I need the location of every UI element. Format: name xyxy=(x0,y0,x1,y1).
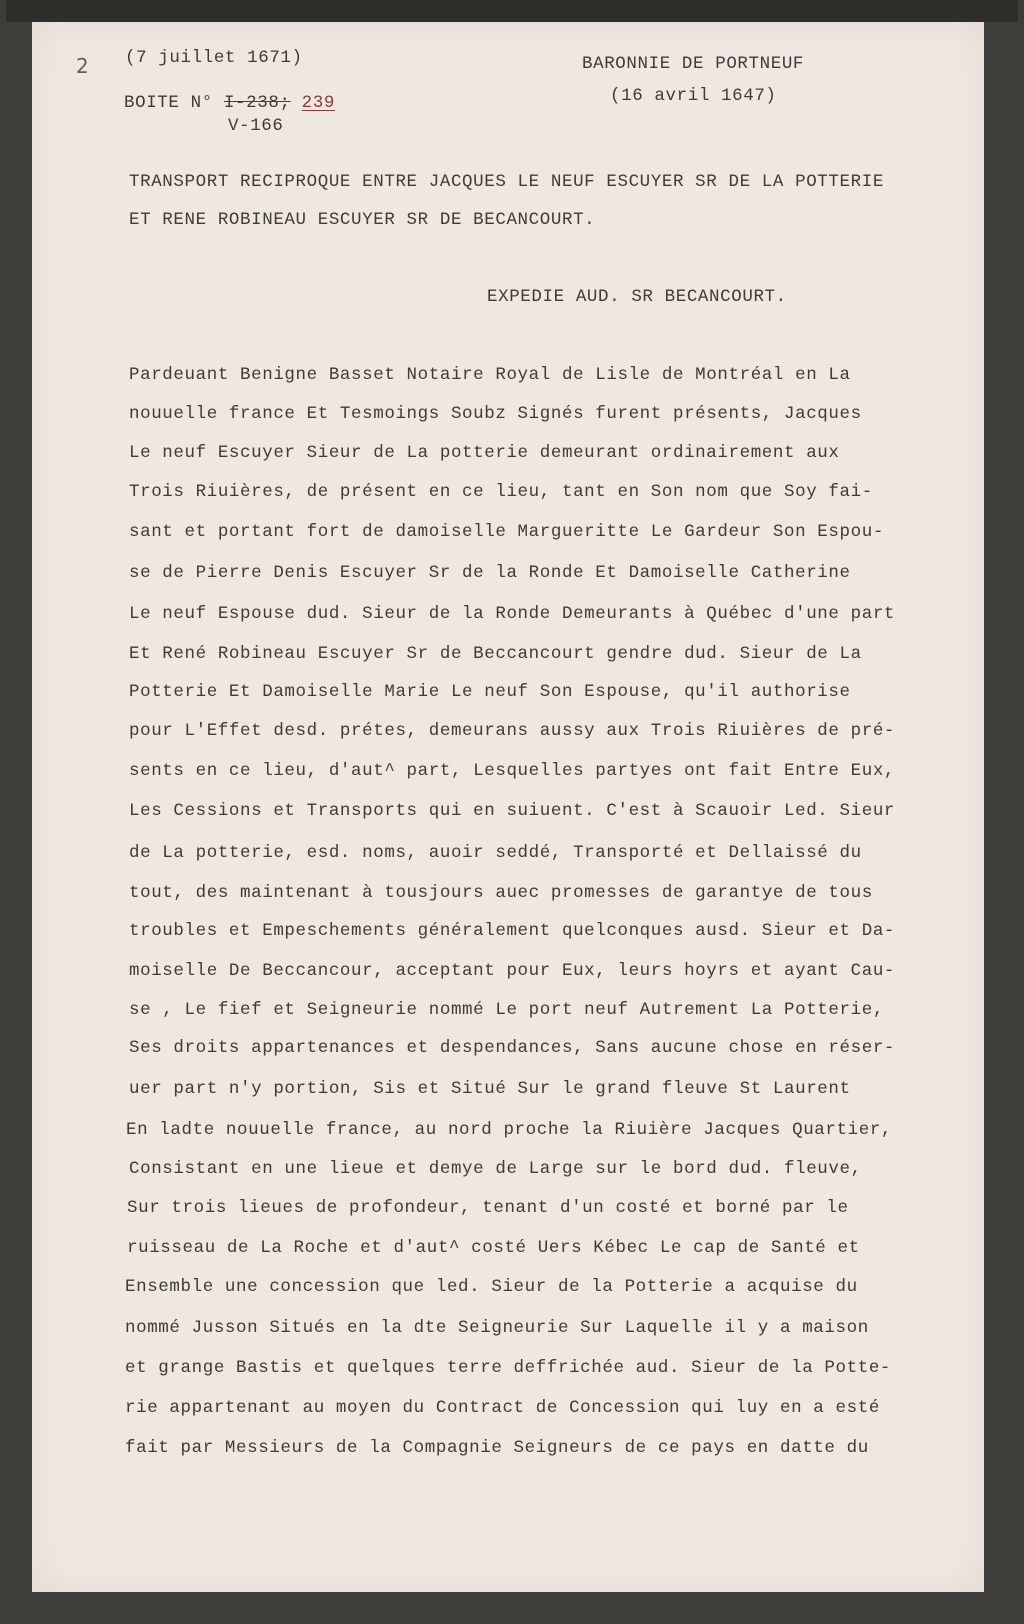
body-line: et grange Bastis et quelques terre deffrichée aud. Sieur de la Potte- xyxy=(125,1358,892,1378)
body-line: moiselle De Beccancour, acceptant pour Eux, leurs hoyrs et ayant Cau- xyxy=(129,961,896,981)
body-line: nouuelle france Et Tesmoings Soubz Signés furent présents, Jacques xyxy=(129,404,862,424)
body-line: Ensemble une concession que led. Sieur de la Potterie a acquise du xyxy=(125,1277,858,1297)
body-line: En ladte nouuelle france, au nord proche la Riuière Jacques Quartier, xyxy=(126,1120,893,1140)
body-line: Sur trois lieues de profondeur, tenant d'un costé et borné par le xyxy=(127,1198,849,1218)
box-number-corrected: 239 xyxy=(301,93,335,113)
body-line: Trois Riuières, de présent en ce lieu, tant en Son nom que Soy fai- xyxy=(129,482,873,502)
body-line: Le neuf Espouse dud. Sieur de la Ronde Demeurants à Québec d'une part xyxy=(129,604,896,624)
body-line: fait par Messieurs de la Compagnie Seigneurs de ce pays en datte du xyxy=(125,1438,869,1458)
body-line: Le neuf Escuyer Sieur de La potterie demeurant ordinairement aux xyxy=(129,443,840,463)
expedie-line: EXPEDIE AUD. SR BECANCOURT. xyxy=(487,287,787,307)
date-left: (7 juillet 1671) xyxy=(125,48,303,68)
body-line: pour L'Effet desd. prétes, demeurans aussy aux Trois Riuières de pré- xyxy=(129,721,896,741)
body-line: sents en ce lieu, d'aut^ part, Lesquelles partyes ont fait Entre Eux, xyxy=(129,761,896,781)
date-right: (16 avril 1647) xyxy=(610,86,777,106)
body-line: sant et portant fort de damoiselle Margueritte Le Gardeur Son Espou- xyxy=(129,522,884,542)
margin-page-number: 2 xyxy=(76,54,89,78)
document-title-right: BARONNIE DE PORTNEUF xyxy=(582,54,805,74)
title-line: TRANSPORT RECIPROQUE ENTRE JACQUES LE NEUF ESCUYER SR DE LA POTTERIE xyxy=(129,172,884,192)
body-line: se , Le fief et Seigneurie nommé Le port neuf Autrement La Potterie, xyxy=(129,1000,884,1020)
box-reference-second: V-166 xyxy=(228,116,284,136)
box-number-struck: I-238; xyxy=(223,93,291,113)
body-line: uer part n'y portion, Sis et Situé Sur le grand fleuve St Laurent xyxy=(129,1079,851,1099)
body-line: Ses droits appartenances et despendances, Sans aucune chose en réser- xyxy=(129,1038,896,1058)
body-line: troubles et Empeschements généralement quelconques ausd. Sieur et Da- xyxy=(129,921,896,941)
document-page xyxy=(32,22,984,1592)
body-line: nommé Jusson Situés en la dte Seigneurie Sur Laquelle il y a maison xyxy=(125,1318,869,1338)
body-line: de La potterie, esd. noms, auoir seddé, Transporté et Dellaissé du xyxy=(129,843,862,863)
body-line: se de Pierre Denis Escuyer Sr de la Ronde Et Damoiselle Catherine xyxy=(129,563,851,583)
body-line: rie appartenant au moyen du Contract de Concession qui luy en a esté xyxy=(125,1398,880,1418)
body-line: Et René Robineau Escuyer Sr de Beccancourt gendre dud. Sieur de La xyxy=(129,644,862,664)
body-line: ruisseau de La Roche et d'aut^ costé Uers Kébec Le cap de Santé et xyxy=(127,1238,860,1258)
scan-border xyxy=(6,0,1018,22)
box-label: BOITE N° xyxy=(124,93,213,113)
body-line: Consistant en une lieue et demye de Large sur le bord dud. fleuve, xyxy=(129,1159,862,1179)
body-line: Les Cessions et Transports qui en suiuent. C'est à Scauoir Led. Sieur xyxy=(129,801,896,821)
body-line: Potterie Et Damoiselle Marie Le neuf Son Espouse, qu'il authorise xyxy=(129,682,851,702)
box-reference xyxy=(124,93,335,113)
title-line: ET RENE ROBINEAU ESCUYER SR DE BECANCOURT. xyxy=(129,210,596,230)
body-line: tout, des maintenant à tousjours auec promesses de garantye de tous xyxy=(129,883,873,903)
body-line: Pardeuant Benigne Basset Notaire Royal de Lisle de Montréal en La xyxy=(129,365,851,385)
